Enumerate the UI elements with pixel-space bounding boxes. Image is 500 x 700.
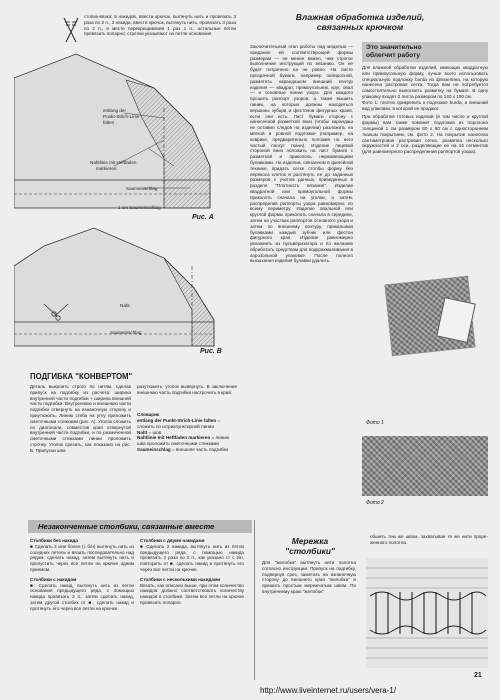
figure-a-diagram xyxy=(14,48,234,220)
dictionary-entry: Naht = шов xyxy=(137,429,162,435)
dictionary-entry: entlang der Punkt-Strich-Linie falten = сложить по штрихпунктирной линии xyxy=(137,418,221,429)
fig-b-label-naht: Naht xyxy=(120,303,130,308)
page-number: 21 xyxy=(474,672,482,679)
photo-2-image xyxy=(362,436,488,496)
fig-b-caption: Рис. В xyxy=(200,348,222,355)
wet-treatment-body: Заключительный этап работы над моделью — придание ей соответствующей формы размерам — не менее важен, чем строгое выполнение инструкций по вязанию. Он не будет потрачено на не ровно. На листе прозрачной бумаги, например папиросной, разметить карандашом внешний контур изделия — квадрат, прямоугольник, круг, овал — и основные линии узора. Для каждого прошить раппорт узоров, а также вышить линии, на которых должны находиться вершины зубцов и фестонов фигурных краев, если они есть. Лист бумаги сторону с нанесенной разметкой вниз (чтобы карандаш не оставил следов на изделии) разложить на мягкой и ровной подложке (например, на коврике, предварительно положив на него чистый лоскут ткани). Изделие лицевой стороной вниз положить на лист бумаги с разметкой и прикололь нержавеющими булавками. На изделии, связанном в филейной технике, придать сетке столбы форму без перекоса клеток и растянуть ее до заданных размеров с учетом данных, приведенных в разделе "Плотность вязания". Изделие квадратной или прямоугольной формы приколоть сначала на уголки, а затем, распределив раппорты узора равномерно, по всему периметру. Изделие овальной или круглой формы приколоть сначала в середине, затем на участках раппортов основного узора и затем по внешнему контуру, прикалывая булавками каждый зубчик или фестон фигурного края. Изделие равномерно увлажнить из пульверизатора и по желанию обработать средством для подкрахмаливания в аэрозольной упаковке. После полного высыхания изделия булавки удалить. xyxy=(250,44,353,264)
fig-a-label-punkt: Punkt-Strich-Linie xyxy=(103,114,140,119)
fig-a-label-cm: 1 cm Saumeinschlag xyxy=(118,205,161,210)
fig-b-label-saum: Saumeinschlag xyxy=(110,330,142,335)
hemstitch-title: Мережка "столбики" xyxy=(285,536,335,556)
hemstitch-body: Для "желобка" вытянуть нити полотна согласно инструкции. Припуск на подгибку, подвернув срез, заметать на изнаночную сторону до внешнего края "желобка" и пришить простым мережчатым швом. По внутреннему краю "желобок" xyxy=(262,560,356,594)
fig-a-label-entlang: entlang der xyxy=(103,108,126,113)
dictionary-title: Словарик xyxy=(137,412,160,417)
stitches-column-2: Столбики с двумя накидами ■ Сделать 2 накида, вытянуть нить из петли предыдущего ряда, с помощью накида провязать 2 раза по 2 п., как указано ст с 2/н, повторить от ■, сделать накид и протянуть его через все петли на крючке. Столбики с несколькими накидами Вязать, как описано выше, при этом количество накидов должно соответствовать количеству накидов в столбике. Затем все петли на крючке провязать попарно. xyxy=(140,538,244,605)
photo-1-caption: Фото 1 xyxy=(366,420,384,426)
envelope-hem-body-col2: разутюжить, уголок вывернуть. В заключение внешнюю часть подгибки настрочить в край. xyxy=(137,384,237,395)
figure-legend-text: стопик-вязка: 5 накидов, ввести крючок, вытянуть нить и провязать 3 раза по 2 п., 3 накида, ввести крючок, вытянуть нить, провязать 3 раза по 2 п., в месте перекрещивания 1 раз 1 п., остальные петли провязать попарно; стрелки указывают на петли основания xyxy=(84,14,236,37)
wet-treatment-title: Влажная обработка изделий, связанных крючком xyxy=(295,12,425,32)
stitches-column-1: Столбики без накида ■ Сделать 2 или более (с б/н) вытянуть нить из соседних петель и вязать последовательно над рядом; сделать накид, затем вытянуть нить и пропустить через все петли на крючке одним приемом. Столбики с накидом ■ Сделать накид, вытянуть нить из петли основания предыдущего ряда, с помощью накида провязать 2 п., затем сделать накид, затем другой столбик от ■, сделать накид и протянуть его через все петли на крючке. xyxy=(30,538,134,611)
fig-a-label-naht: Nahtlinie mit Heftfaden xyxy=(90,160,137,165)
crochet-symbol-icon xyxy=(62,16,80,44)
hemstitch-continuation: обшить тем же швом, захватывая те же нити прореженного полотна. xyxy=(370,534,488,545)
dictionary-list xyxy=(137,418,237,453)
dictionary-entry: Nahtlinie mit Heftfaden markieren = линию шва проложить сметочными стежками xyxy=(137,435,230,447)
tip-box-body1: Для влажной обработки изделий, имеющих квадратную или прямоугольную форму, лучше всего использовать специальную подложку burda из флизелина, на которую нанесена растровая сетка. Тогда вам не потребуется самостоятельно выполнять разметку на бумаге. В одну упаковку входят 2 листа размером по 140 x 100 см. xyxy=(362,65,488,99)
unfinished-stitches-banner: Незаконченные столбики, связанные вместе xyxy=(28,520,252,533)
envelope-hem-body-col1: Деталь выкроить строго по нитям, сделав припуск на подгибку из расчета: ширина внутренней части подгибки + ширина внешней части подгибки. Внутреннюю и внешнюю части подгибки отвернуть на изнаночную сторону и приутюжить. Линию сгиба на углу приложить сметочными стежками (рис. А). Уголок сложить по диагонали, совместив края отвернутой внутренней части подгибки, и по размеченной сметочными стежками линии проложить строчку. Уголок срезать, как показано на рис. В. Припуски шва xyxy=(30,384,131,453)
tip-box-title: Это значительно облегчит работу xyxy=(362,42,488,62)
tip-box-body2: Фото 1: плотно прикрепить к подложке burda, и внешний вид упаковки, в которой ее продают. xyxy=(362,99,488,111)
hemstitch-illustration xyxy=(366,558,488,668)
fig-a-label-markieren: markieren xyxy=(96,166,117,171)
fig-a-label-saum: Saumeinschlag xyxy=(126,186,158,191)
footer-url[interactable]: http://www.liveinternet.ru/users/vera-1/ xyxy=(260,686,397,695)
column-divider xyxy=(254,520,255,680)
tip-box xyxy=(362,42,488,434)
fig-a-label-falten: falten xyxy=(103,120,115,125)
dictionary-entry: Saumeinschlag = внешняя часть подгибки xyxy=(137,446,229,452)
tip-box-body3: При обработке готовых изделий (в том числе и круглой формы) вам также поможет подложка из поролона толщиной 1 см размером 80 x 80 см с односторонним тканым покрытием, см. фото 2. На покрытие нанесена сантиметровая растровая сетка, разметка несколько окружностей и 2 оси, разделяющие ее на 16 сегментов (для равномерного распределения раппортов узора). xyxy=(362,114,488,155)
envelope-hem-title: ПОДГИБКА "КОНВЕРТОМ" xyxy=(30,372,133,381)
photo-2-caption: Фото 2 xyxy=(366,500,384,506)
fig-a-caption: Рис. А xyxy=(192,214,214,221)
figure-b-diagram xyxy=(14,226,234,356)
